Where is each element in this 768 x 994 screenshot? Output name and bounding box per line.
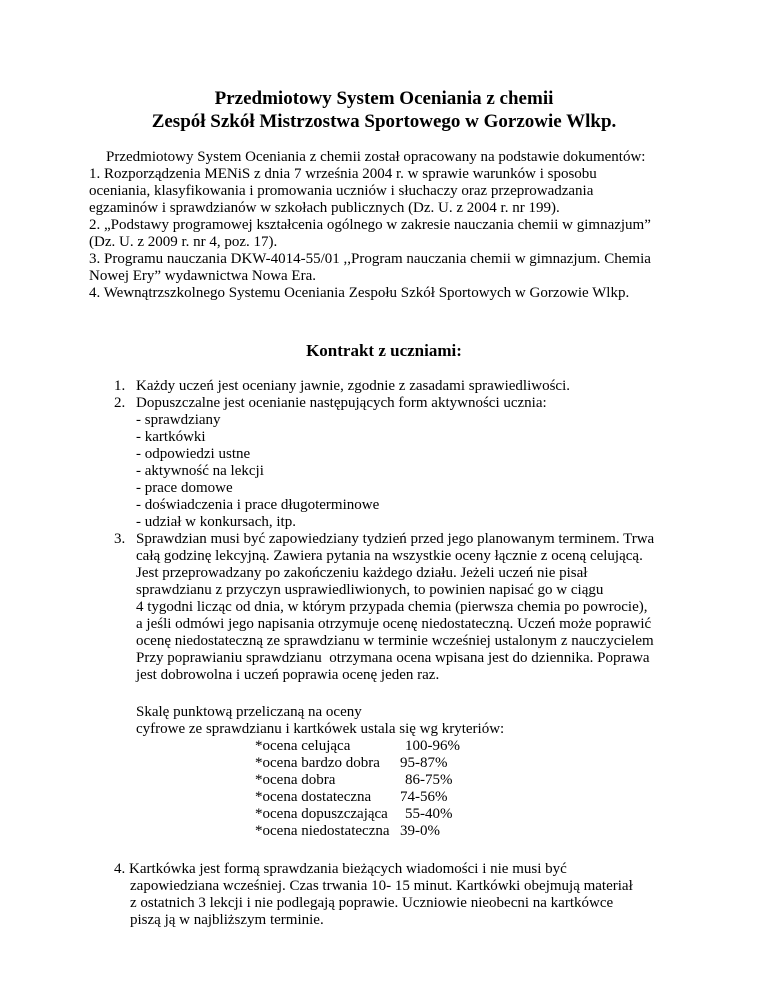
grade-range: 86-75% [405, 772, 453, 788]
document-title-line1: Przedmiotowy System Oceniania z chemii [214, 88, 554, 109]
grade-name: *ocena celująca [255, 738, 351, 754]
contract-item-3-line: sprawdzianu z przyczyn usprawiedliwionych, to powinien napisać go w ciągu [136, 582, 604, 598]
contract-heading: Kontrakt z uczniami: [306, 341, 462, 360]
activity-form: - kartkówki [136, 429, 206, 445]
activity-form: - sprawdziany [136, 412, 221, 428]
contract-item-4-line: 4. Kartkówka jest formą sprawdzania bieżących wiadomości i nie musi być [114, 861, 567, 877]
activity-form: - odpowiedzi ustne [136, 446, 251, 462]
contract-item-2: Dopuszczalne jest ocenianie następujących form aktywności ucznia: [136, 395, 547, 411]
grade-name: *ocena dopuszczająca [255, 806, 388, 822]
contract-item-3-line: a jeśli odmówi jego napisania otrzymuje ocenę niedostateczną. Uczeń może poprawić [136, 616, 652, 632]
grade-range: 55-40% [405, 806, 453, 822]
grade-range: 95-87% [400, 755, 448, 771]
document-title-line2: Zespół Szkół Mistrzostwa Sportowego w Gorzowie Wlkp. [151, 111, 617, 132]
intro-line: (Dz. U. z 2009 r. nr 4, poz. 17). [89, 234, 278, 250]
contract-item-3-line: ocenę niedostateczną ze sprawdzianu w terminie wcześniej ustalonym z nauczycielem [136, 633, 654, 649]
contract-item-3-line: 4 tygodni licząc od dnia, w którym przypada chemia (pierwsza chemia po powrocie), [136, 599, 648, 615]
intro-line: oceniania, klasyfikowania i promowania uczniów i słuchaczy oraz przeprowadzania [89, 183, 594, 199]
list-number: 3. [114, 531, 126, 547]
contract-item-4-line: zapowiedziana wcześniej. Czas trwania 10- 15 minut. Kartkówki obejmują materiał [130, 878, 633, 894]
activity-form: - prace domowe [136, 480, 233, 496]
activity-form: - doświadczenia i prace długoterminowe [136, 497, 380, 513]
grade-name: *ocena dostateczna [255, 789, 372, 805]
intro-line: 2. „Podstawy programowej kształcenia ogólnego w zakresie nauczania chemii w gimnazjum” [89, 217, 651, 233]
list-number: 2. [114, 395, 126, 411]
contract-item-4-line: z ostatnich 3 lekcji i nie podlegają poprawie. Uczniowie nieobecni na kartkówce [130, 895, 614, 911]
grade-name: *ocena niedostateczna [255, 823, 390, 839]
grade-name: *ocena bardzo dobra [255, 755, 380, 771]
contract-item-3-line: Sprawdzian musi być zapowiedziany tydzień przed jego planowanym terminem. Trwa [136, 531, 655, 547]
intro-lead: Przedmiotowy System Oceniania z chemii został opracowany na podstawie dokumentów: [106, 149, 646, 165]
grade-name: *ocena dobra [255, 772, 336, 788]
scale-intro-line1: Skalę punktową przeliczaną na oceny [136, 704, 362, 720]
contract-item-3-line: Jest przeprowadzany po zakończeniu każdego działu. Jeżeli uczeń nie pisał [136, 565, 588, 581]
grade-range: 74-56% [400, 789, 448, 805]
contract-item-3-line: jest dobrowolna i uczeń poprawia ocenę jeden raz. [136, 667, 440, 683]
activity-form: - aktywność na lekcji [136, 463, 264, 479]
grade-range: 39-0% [400, 823, 440, 839]
intro-line: egzaminów i sprawdzianów w szkołach publicznych (Dz. U. z 2004 r. nr 199). [89, 200, 560, 216]
contract-item-1: Każdy uczeń jest oceniany jawnie, zgodnie z zasadami sprawiedliwości. [136, 378, 570, 394]
scale-intro-line2: cyfrowe ze sprawdzianu i kartkówek ustala się wg kryteriów: [136, 721, 505, 737]
intro-line: 1. Rozporządzenia MENiS z dnia 7 września 2004 r. w sprawie warunków i sposobu [89, 166, 597, 182]
intro-line: Nowej Ery” wydawnictwa Nowa Era. [89, 268, 316, 284]
grade-range: 100-96% [405, 738, 460, 754]
contract-item-4-line: piszą ją w najbliższym terminie. [130, 912, 324, 928]
contract-item-3-line: Przy poprawianiu sprawdzianu otrzymana ocena wpisana jest do dziennika. Poprawa [136, 650, 650, 666]
intro-line: 3. Programu nauczania DKW-4014-55/01 ,,Program nauczania chemii w gimnazjum. Chemia [89, 251, 651, 267]
contract-item-3-line: całą godzinę lekcyjną. Zawiera pytania na wszystkie oceny łącznie z oceną celującą. [136, 548, 643, 564]
activity-form: - udział w konkursach, itp. [136, 514, 296, 530]
list-number: 1. [114, 378, 126, 394]
intro-line: 4. Wewnątrzszkolnego Systemu Oceniania Zespołu Szkół Sportowych w Gorzowie Wlkp. [89, 285, 630, 301]
